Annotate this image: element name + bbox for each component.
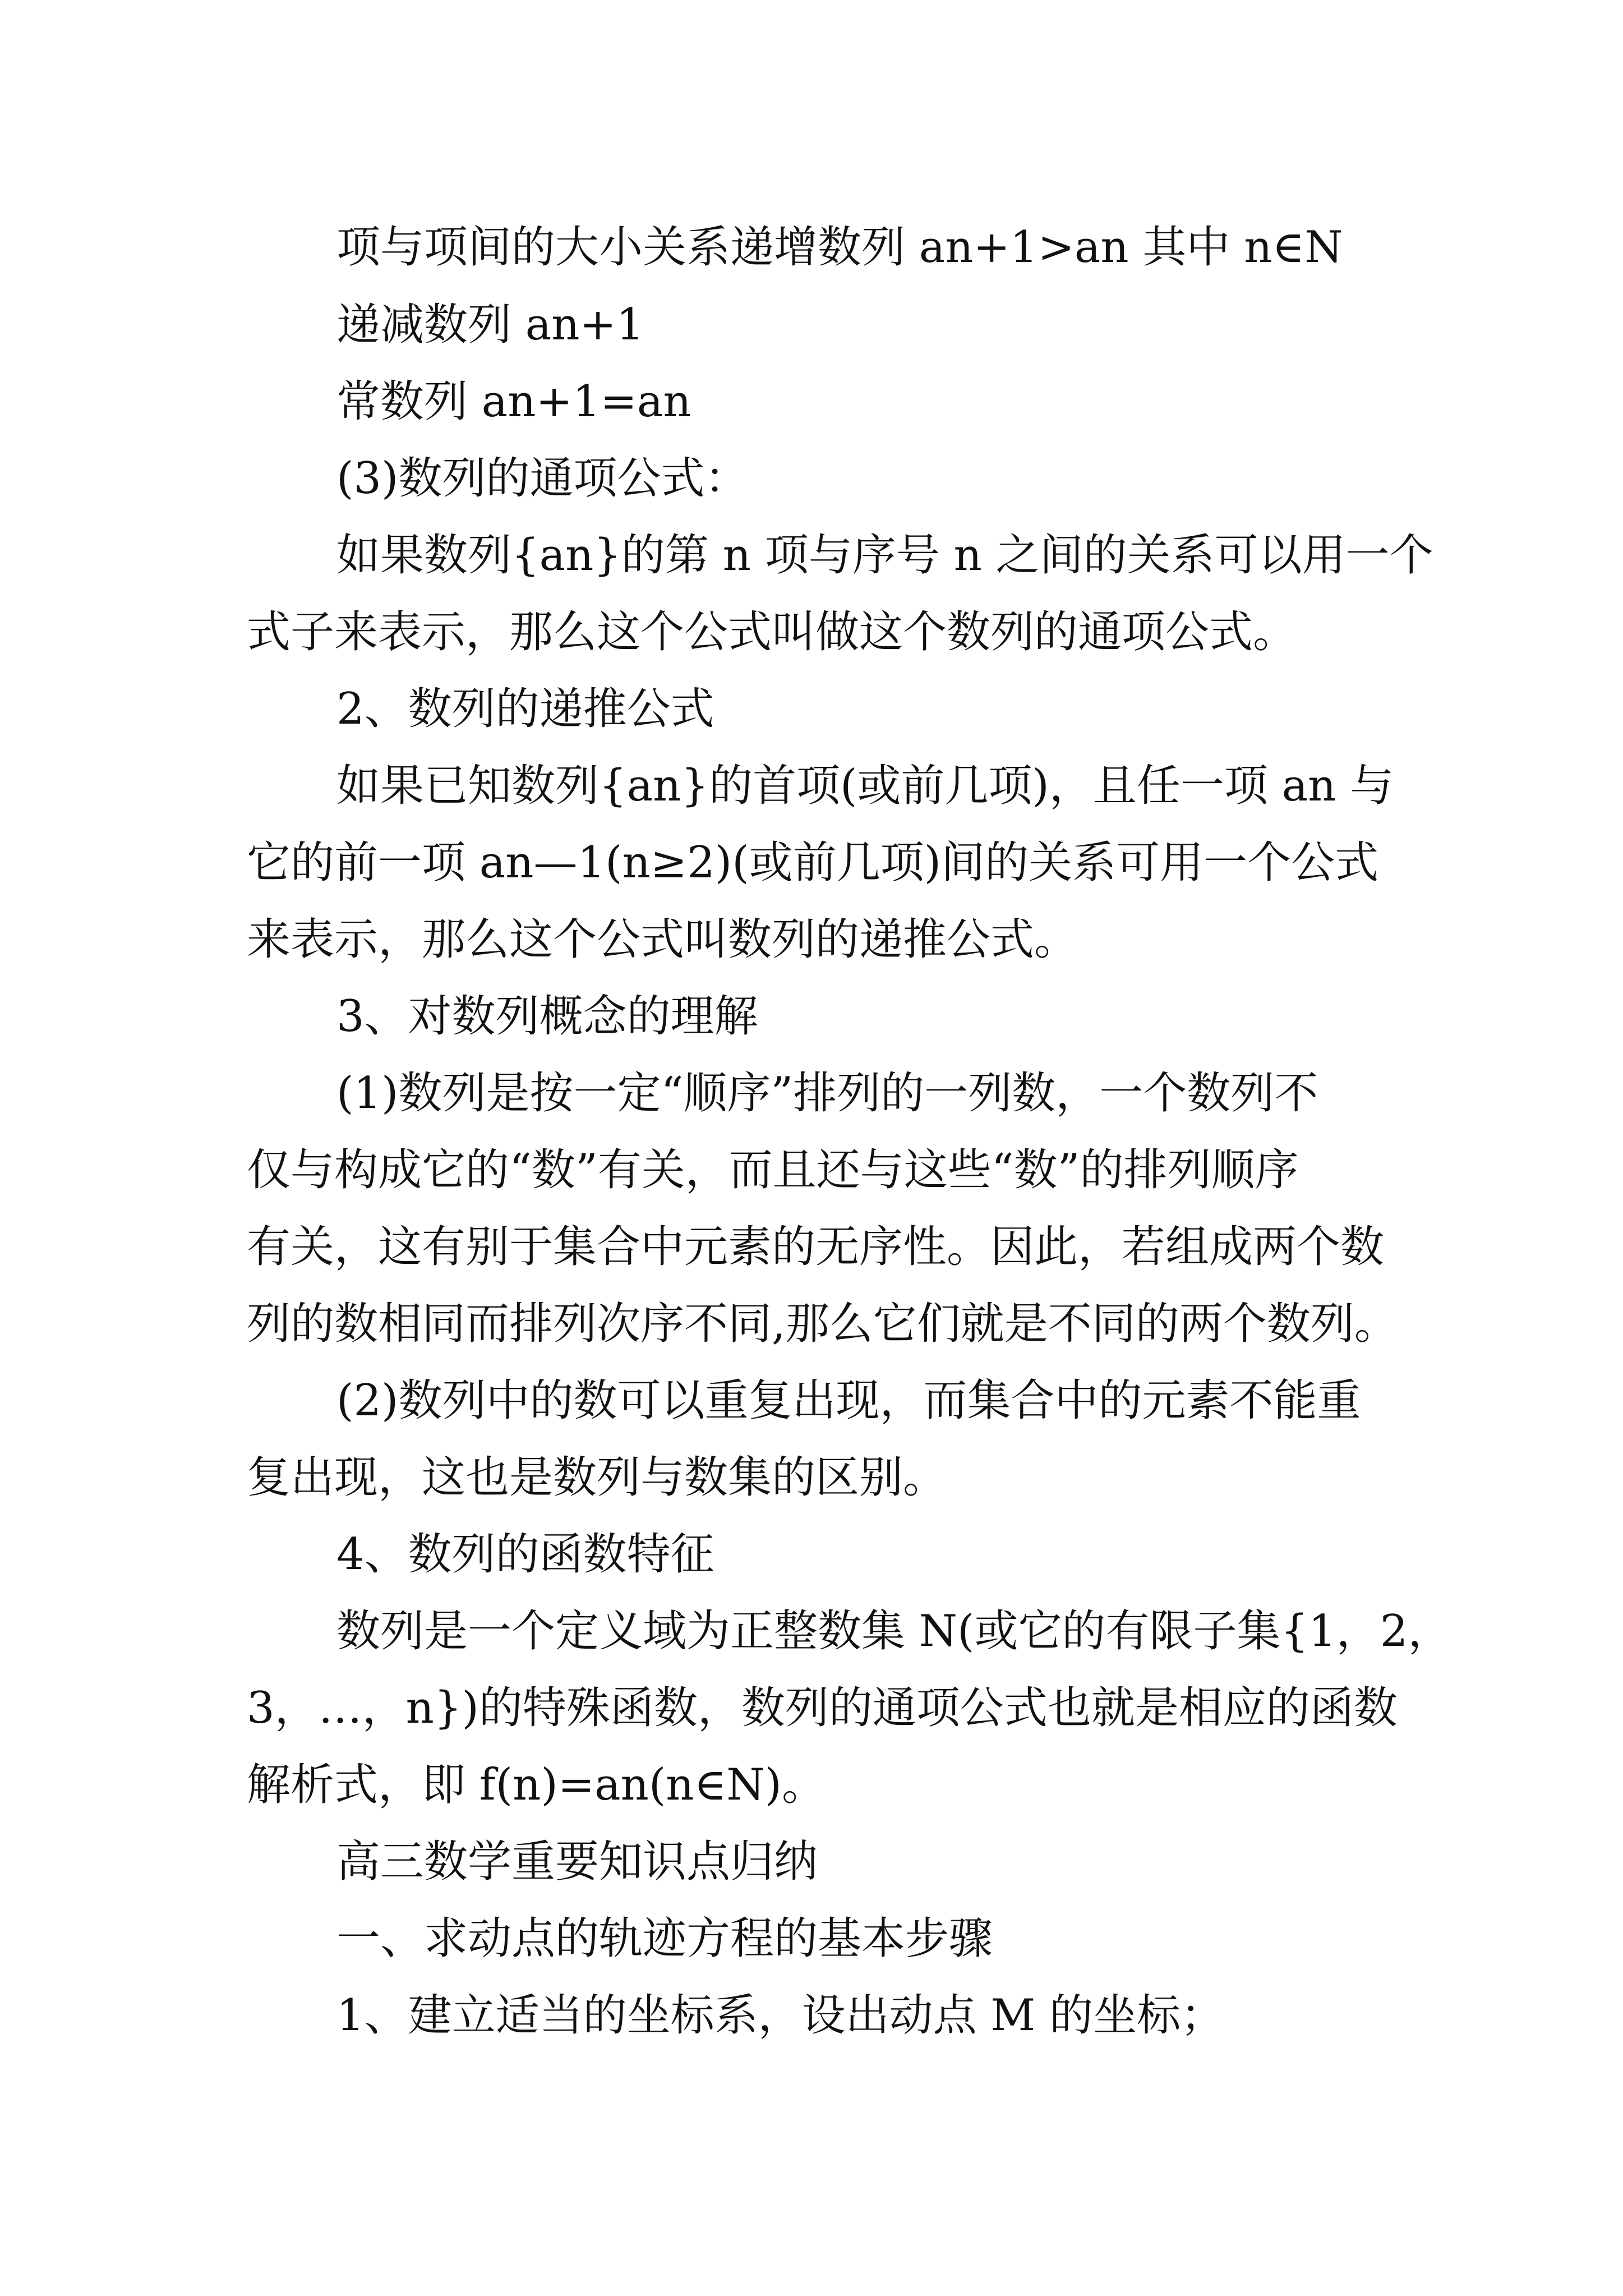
text-line: 常数列 an+1=an xyxy=(336,376,691,427)
text-line: 它的前一项 an—1(n≥2)(或前几项)间的关系可用一个公式 xyxy=(247,838,1379,888)
text-line: (2)数列中的数可以重复出现，而集合中的元素不能重 xyxy=(336,1375,1361,1426)
text-line: 仅与构成它的“数”有关，而且还与这些“数”的排列顺序 xyxy=(247,1145,1299,1195)
text-line: 一、求动点的轨迹方程的基本步骤 xyxy=(336,1913,993,1964)
text-line: 来表示，那么这个公式叫数列的递推公式。 xyxy=(247,914,1078,965)
text-line: 如果数列{an}的第 n 项与序号 n 之间的关系可以用一个 xyxy=(336,530,1433,581)
text-line: 有关，这有别于集合中元素的无序性。因此，若组成两个数 xyxy=(247,1222,1385,1272)
text-line: (3)数列的通项公式： xyxy=(336,453,749,504)
text-line: 如果已知数列{an}的首项(或前几项)，且任一项 an 与 xyxy=(336,761,1394,811)
text-line: 递减数列 an+1 xyxy=(336,300,644,350)
text-line: 高三数学重要知识点归纳 xyxy=(336,1837,818,1887)
text-line: 1、建立适当的坐标系，设出动点 M 的坐标； xyxy=(336,1990,1225,2041)
text-line: 2、数列的递推公式 xyxy=(336,684,714,734)
text-line: 列的数相同而排列次序不同,那么它们就是不同的两个数列。 xyxy=(247,1299,1398,1349)
text-line: 复出现，这也是数列与数集的区别。 xyxy=(247,1452,947,1503)
text-line: 数列是一个定义域为正整数集 N(或它的有限子集{1，2， xyxy=(336,1606,1452,1657)
text-line: 解析式，即 f(n)=an(n∈N)。 xyxy=(247,1760,826,1810)
text-line: 3，…，n})的特殊函数，数列的通项公式也就是相应的函数 xyxy=(247,1683,1398,1733)
text-line: 4、数列的函数特征 xyxy=(336,1529,714,1580)
text-line: 3、对数列概念的理解 xyxy=(336,991,758,1042)
text-line: (1)数列是按一定“顺序”排列的一列数，一个数列不 xyxy=(336,1068,1318,1119)
text-line: 项与项间的大小关系递增数列 an+1>an 其中 n∈N xyxy=(336,222,1343,273)
text-line: 式子来表示，那么这个公式叫做这个数列的通项公式。 xyxy=(247,607,1297,657)
